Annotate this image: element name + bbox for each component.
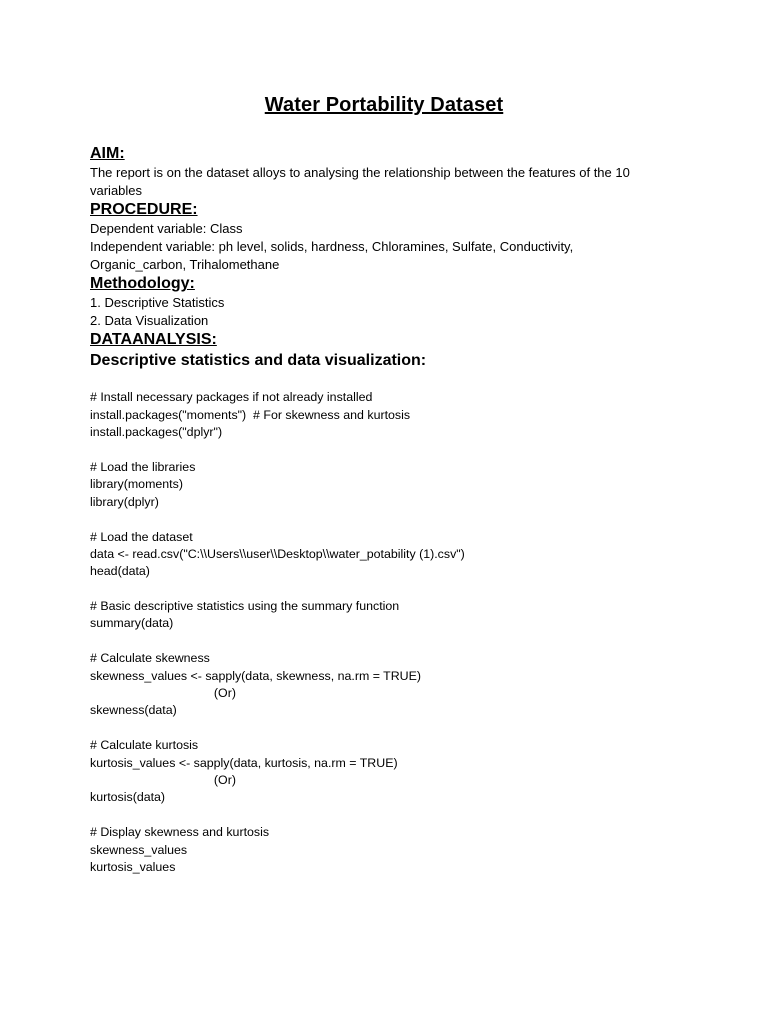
code-line: skewness_values (90, 842, 188, 857)
code-line: kurtosis_values <- sapply(data, kurtosis, na.rm = TRUE) (90, 755, 398, 770)
code-line: install.packages("dplyr") (90, 425, 223, 440)
document-title: Water Portability Dataset (264, 94, 504, 116)
code-line: skewness_values <- sapply(data, skewness, na.rm = TRUE) (90, 668, 422, 683)
procedure-heading: PROCEDURE: (90, 201, 198, 218)
aim-text-line-1: The report is on the dataset alloys to analysing the relationship between the features of the 10 (90, 165, 630, 180)
independent-variable-line-2: Organic_carbon, Trihalomethane (90, 257, 280, 272)
code-line: # Load the dataset (90, 529, 193, 544)
code-line (90, 372, 690, 389)
code-line: skewness(data) (90, 703, 177, 718)
code-line: install.packages("moments") # For skewness and kurtosis (90, 407, 411, 422)
code-line (90, 633, 690, 650)
aim-heading: AIM: (90, 145, 125, 162)
code-line: head(data) (90, 564, 150, 579)
dependent-variable: Dependent variable: Class (90, 221, 243, 236)
code-line: # Display skewness and kurtosis (90, 825, 270, 840)
document-body (90, 144, 690, 876)
code-line (90, 807, 690, 824)
code-line (90, 581, 690, 598)
code-line: data <- read.csv("C:\\Users\\user\\Desktop\\water_potability (1).csv") (90, 546, 465, 561)
code-line: library(moments) (90, 477, 183, 492)
code-line (90, 511, 690, 528)
code-line: library(dplyr) (90, 494, 159, 509)
dataanalysis-heading: DATAANALYSIS: (90, 331, 217, 348)
code-line: summary(data) (90, 616, 174, 631)
code-line: (Or) (90, 686, 236, 701)
code-line (90, 720, 690, 737)
code-line (90, 442, 690, 459)
methodology-heading: Methodology: (90, 275, 195, 292)
code-line: (Or) (90, 772, 236, 787)
methodology-item: 2. Data Visualization (90, 313, 209, 328)
descriptive-stats-subheading: Descriptive statistics and data visualization: (90, 352, 427, 369)
code-line: # Basic descriptive statistics using the summary function (90, 599, 400, 614)
code-line: # Calculate kurtosis (90, 738, 199, 753)
aim-text-line-2: variables (90, 183, 143, 198)
code-line: # Install necessary packages if not already installed (90, 390, 373, 405)
code-block (90, 372, 690, 876)
code-line: kurtosis_values (90, 859, 176, 874)
code-line: kurtosis(data) (90, 790, 166, 805)
code-line: # Load the libraries (90, 459, 196, 474)
code-line: # Calculate skewness (90, 651, 210, 666)
methodology-item: 1. Descriptive Statistics (90, 295, 225, 310)
independent-variable-line-1: Independent variable: ph level, solids, hardness, Chloramines, Sulfate, Conductivity, (90, 239, 574, 254)
